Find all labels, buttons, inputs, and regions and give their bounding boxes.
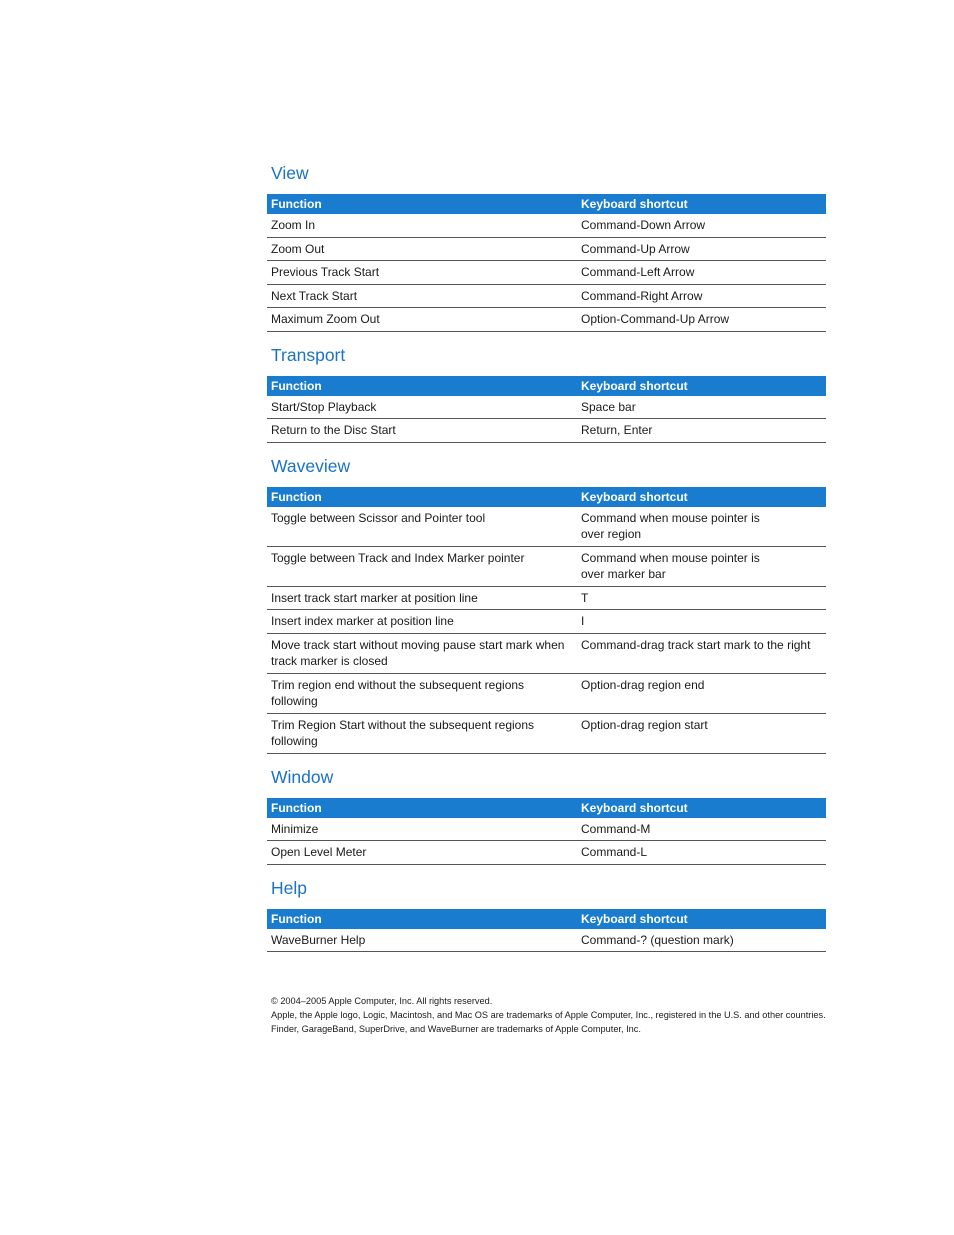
shortcut-cell: T xyxy=(577,586,826,610)
shortcut-cell: Command-Right Arrow xyxy=(577,284,826,308)
table-row xyxy=(267,261,826,285)
function-cell: Open Level Meter xyxy=(267,841,577,865)
table-header-row xyxy=(267,909,826,929)
table-row xyxy=(267,713,826,753)
shortcut-cell: Command when mouse pointer is over region xyxy=(577,507,826,547)
table-row xyxy=(267,929,826,952)
function-cell: Previous Track Start xyxy=(267,261,577,285)
table-header-row xyxy=(267,798,826,818)
shortcut-cell: Command-Left Arrow xyxy=(577,261,826,285)
section-title-window: Window xyxy=(271,766,334,787)
function-cell: Move track start without moving pause start mark when track marker is closed xyxy=(267,633,577,673)
column-header-function: Function xyxy=(267,909,577,929)
shortcut-cell: Command-? (question mark) xyxy=(577,929,826,952)
function-cell: Next Track Start xyxy=(267,284,577,308)
shortcut-cell: I xyxy=(577,610,826,634)
trademark-notice: Apple, the Apple logo, Logic, Macintosh, and Mac OS are trademarks of Apple Computer, Inc., registered in the U.S. and other countries. Finder, GarageBand, SuperDrive, and WaveBurner are trademarks of Apple Computer, Inc. xyxy=(271,1010,826,1034)
column-header-function: Function xyxy=(267,194,577,214)
section-view xyxy=(267,162,826,332)
shortcut-cell: Command-Down Arrow xyxy=(577,214,826,237)
column-header-shortcut: Keyboard shortcut xyxy=(577,798,826,818)
copyright-notice: © 2004–2005 Apple Computer, Inc. All rights reserved. xyxy=(271,996,493,1006)
column-header-shortcut: Keyboard shortcut xyxy=(577,909,826,929)
table-row xyxy=(267,841,826,865)
legal-footer xyxy=(271,994,831,1036)
table-row xyxy=(267,237,826,261)
shortcut-cell: Command-Up Arrow xyxy=(577,237,826,261)
table-row xyxy=(267,818,826,841)
column-header-function: Function xyxy=(267,798,577,818)
shortcut-cell: Return, Enter xyxy=(577,419,826,443)
window-shortcut-table xyxy=(267,798,826,865)
function-cell: Minimize xyxy=(267,818,577,841)
shortcut-cell: Command-drag track start mark to the right xyxy=(577,633,826,673)
section-help xyxy=(267,877,826,953)
shortcut-cell: Option-Command-Up Arrow xyxy=(577,308,826,332)
shortcut-cell: Option-drag region start xyxy=(577,713,826,753)
table-row xyxy=(267,546,826,586)
section-title-transport: Transport xyxy=(271,344,346,365)
table-header-row xyxy=(267,194,826,214)
column-header-shortcut: Keyboard shortcut xyxy=(577,487,826,507)
function-cell: Zoom In xyxy=(267,214,577,237)
function-cell: Toggle between Scissor and Pointer tool xyxy=(267,507,577,547)
table-row xyxy=(267,214,826,237)
table-header-row xyxy=(267,487,826,507)
shortcut-document xyxy=(267,162,826,952)
function-cell: Toggle between Track and Index Marker pointer xyxy=(267,546,577,586)
section-title-waveview: Waveview xyxy=(271,455,351,476)
table-row xyxy=(267,610,826,634)
shortcut-cell: Command when mouse pointer is over marker bar xyxy=(577,546,826,586)
table-row xyxy=(267,633,826,673)
section-title-help: Help xyxy=(271,877,307,898)
shortcut-cell: Command-L xyxy=(577,841,826,865)
table-row xyxy=(267,673,826,713)
function-cell: Zoom Out xyxy=(267,237,577,261)
table-header-row xyxy=(267,376,826,396)
function-cell: Maximum Zoom Out xyxy=(267,308,577,332)
column-header-shortcut: Keyboard shortcut xyxy=(577,194,826,214)
section-transport xyxy=(267,344,826,443)
shortcut-cell: Command-M xyxy=(577,818,826,841)
function-cell: Start/Stop Playback xyxy=(267,396,577,419)
function-cell: Insert track start marker at position line xyxy=(267,586,577,610)
function-cell: Trim region end without the subsequent regions following xyxy=(267,673,577,713)
transport-shortcut-table xyxy=(267,376,826,443)
function-cell: Trim Region Start without the subsequent regions following xyxy=(267,713,577,753)
function-cell: Return to the Disc Start xyxy=(267,419,577,443)
table-row xyxy=(267,396,826,419)
function-cell: WaveBurner Help xyxy=(267,929,577,952)
section-waveview xyxy=(267,455,826,754)
column-header-function: Function xyxy=(267,376,577,396)
help-shortcut-table xyxy=(267,909,826,953)
shortcut-cell: Option-drag region end xyxy=(577,673,826,713)
table-row xyxy=(267,308,826,332)
section-title-view: View xyxy=(271,163,309,183)
view-shortcut-table xyxy=(267,194,826,332)
table-row xyxy=(267,586,826,610)
table-row xyxy=(267,284,826,308)
column-header-function: Function xyxy=(267,487,577,507)
waveview-shortcut-table xyxy=(267,487,826,754)
function-cell: Insert index marker at position line xyxy=(267,610,577,634)
table-row xyxy=(267,507,826,547)
shortcut-cell: Space bar xyxy=(577,396,826,419)
column-header-shortcut: Keyboard shortcut xyxy=(577,376,826,396)
table-row xyxy=(267,419,826,443)
section-window xyxy=(267,766,826,865)
